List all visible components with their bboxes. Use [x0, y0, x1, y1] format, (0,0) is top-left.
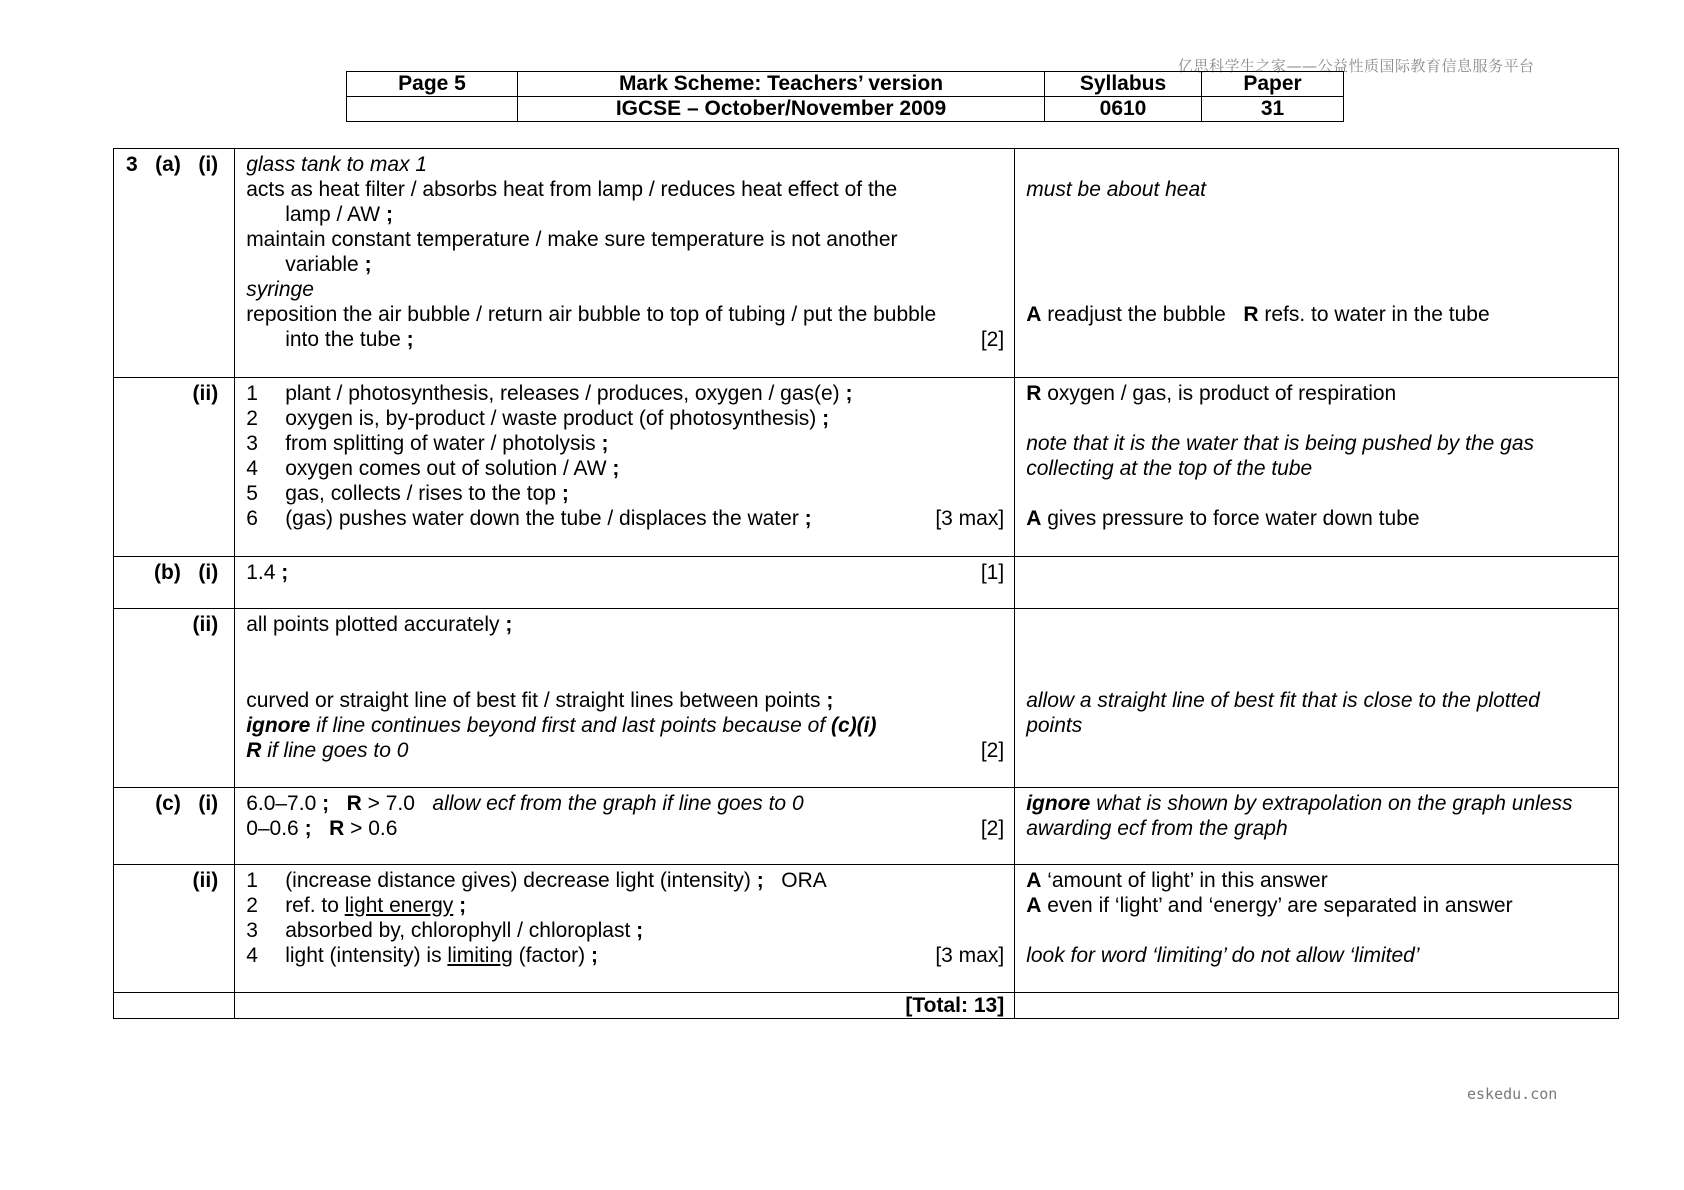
- answer-line: into the tube: [285, 328, 401, 351]
- semicolon: ;: [281, 561, 289, 584]
- question-label-cell: [114, 609, 235, 788]
- question-label-cell: [114, 788, 235, 865]
- answer-line: > 0.6: [344, 817, 398, 840]
- guidance-text: allow a straight line of best fit that is close to the plotted: [1026, 689, 1540, 712]
- semicolon: ;: [845, 382, 853, 405]
- table-row: [114, 149, 1619, 378]
- table-row: [114, 865, 1619, 993]
- guidance-cell: [1015, 865, 1619, 993]
- answer-cell: [235, 788, 1015, 865]
- reject-marker: R: [346, 792, 362, 815]
- accept-marker: A: [1026, 894, 1042, 917]
- guidance-cell: [1015, 609, 1619, 788]
- semicolon: ;: [322, 792, 330, 815]
- accept-marker: A: [1026, 303, 1042, 326]
- list-item: absorbed by, chlorophyll / chloroplast: [285, 919, 631, 942]
- marks: [3 max]: [935, 944, 1005, 967]
- semicolon: ;: [385, 203, 393, 226]
- item-number: 3: [246, 432, 258, 455]
- item-number: 2: [246, 407, 258, 430]
- answer-line: 0–0.6: [246, 817, 305, 840]
- question-label: (c) (i): [155, 792, 219, 815]
- question-label-cell: [114, 993, 235, 1019]
- answer-line: variable: [285, 253, 359, 276]
- table-row: [114, 788, 1619, 865]
- total-marks: [Total: 13]: [905, 994, 1005, 1017]
- item-number: 6: [246, 507, 258, 530]
- watermark-top: 亿思科学生之家——公益性质国际教育信息服务平台: [1178, 57, 1535, 75]
- guidance-text: collecting at the top of the tube: [1026, 457, 1313, 480]
- semicolon: ;: [804, 507, 812, 530]
- underlined-term: light energy: [344, 894, 454, 917]
- list-item: light (intensity) is: [285, 944, 448, 967]
- answer-line: 6.0–7.0: [246, 792, 323, 815]
- accept-marker: A: [1026, 869, 1042, 892]
- semicolon: ;: [601, 432, 609, 455]
- list-item: gas, collects / rises to the top: [285, 482, 556, 505]
- accept-marker: A: [1026, 507, 1042, 530]
- syllabus-code: 0610: [1045, 97, 1202, 122]
- watermark-bottom: eskedu.con: [1467, 1085, 1558, 1103]
- table-row: [114, 993, 1619, 1019]
- semicolon: ;: [756, 869, 764, 892]
- guidance-cell: [1015, 378, 1619, 557]
- guidance-text: readjust the bubble: [1041, 303, 1226, 326]
- paper-number: 31: [1202, 97, 1344, 122]
- reject-marker: R: [246, 739, 262, 762]
- answer-line: maintain constant temperature / make sure temperature is not another: [246, 228, 898, 251]
- item-number: 4: [246, 944, 258, 967]
- semicolon: ;: [561, 482, 569, 505]
- answer-cell: [235, 557, 1015, 609]
- ignore-marker: ignore: [246, 714, 311, 737]
- semicolon: ;: [612, 457, 620, 480]
- item-number: 1: [246, 382, 258, 405]
- question-label: (b) (i): [154, 561, 219, 584]
- answer-cell: [235, 149, 1015, 378]
- table-row: [114, 557, 1619, 609]
- semicolon: ;: [364, 253, 372, 276]
- answer-cell: [235, 865, 1015, 993]
- item-number: 1: [246, 869, 258, 892]
- answer-line: if line goes to 0: [261, 739, 409, 762]
- item-number: 3: [246, 919, 258, 942]
- question-label: (ii): [192, 869, 219, 892]
- item-number: 4: [246, 457, 258, 480]
- guidance-text: what is shown by extrapolation on the graph unless: [1090, 792, 1573, 815]
- syringe-heading: syringe: [246, 278, 314, 301]
- question-label: (ii): [192, 382, 219, 405]
- answer-line: curved or straight line of best fit / straight lines between points: [246, 689, 821, 712]
- cross-reference: (c)(i): [831, 714, 877, 737]
- list-item: ref. to: [285, 894, 345, 917]
- item-number: 2: [246, 894, 258, 917]
- guidance-text: oxygen / gas, is product of respiration: [1041, 382, 1397, 405]
- semicolon: ;: [505, 613, 513, 636]
- semicolon: ;: [822, 407, 830, 430]
- answer-line: all points plotted accurately: [246, 613, 500, 636]
- list-item: (increase distance gives) decrease light (intensity): [285, 869, 751, 892]
- question-label: (ii): [192, 613, 219, 636]
- answer-line: acts as heat filter / absorbs heat from lamp / reduces heat effect of the: [246, 178, 898, 201]
- guidance-text: ‘amount of light’ in this answer: [1041, 869, 1328, 892]
- answer-cell: [235, 609, 1015, 788]
- guidance-cell: [1015, 993, 1619, 1019]
- marks: [1]: [980, 561, 1005, 584]
- guidance-cell: [1015, 149, 1619, 378]
- underlined-term: limiting: [447, 944, 513, 967]
- reject-marker: R: [329, 817, 345, 840]
- semicolon: ;: [590, 944, 598, 967]
- list-item: from splitting of water / photolysis: [285, 432, 596, 455]
- paper-label: Paper: [1202, 72, 1344, 97]
- list-item: oxygen comes out of solution / AW: [285, 457, 607, 480]
- answer-line: if line continues beyond first and last points because of: [310, 714, 832, 737]
- marks: [2]: [980, 817, 1005, 840]
- table-row: [114, 609, 1619, 788]
- ignore-marker: ignore: [1026, 792, 1091, 815]
- question-label-cell: [114, 378, 235, 557]
- guidance-text: even if ‘light’ and ‘energy’ are separated in answer: [1041, 894, 1513, 917]
- guidance-text: note that it is the water that is being pushed by the gas: [1026, 432, 1535, 455]
- semicolon: ;: [459, 894, 467, 917]
- list-item: oxygen is, by-product / waste product (of photosynthesis): [285, 407, 817, 430]
- syllabus-label: Syllabus: [1045, 72, 1202, 97]
- question-label: 3 (a) (i): [126, 153, 219, 176]
- page-header-table: [346, 71, 1344, 122]
- table-row: [114, 378, 1619, 557]
- page-number: Page 5: [347, 72, 518, 97]
- reject-marker: R: [1026, 382, 1042, 405]
- guidance-text: look for word ‘limiting’ do not allow ‘limited’: [1026, 944, 1420, 967]
- answer-line: > 7.0: [361, 792, 433, 815]
- answer-cell: [235, 378, 1015, 557]
- list-item: (gas) pushes water down the tube / displaces the water: [285, 507, 799, 530]
- semicolon: ;: [304, 817, 312, 840]
- marks: [3 max]: [935, 507, 1005, 530]
- answer-value: 1.4: [246, 561, 276, 584]
- glass-tank-heading: glass tank to max 1: [246, 153, 428, 176]
- exam-session: IGCSE – October/November 2009: [518, 97, 1045, 122]
- answer-line: reposition the air bubble / return air bubble to top of tubing / put the bubble: [246, 303, 937, 326]
- guidance-cell: [1015, 788, 1619, 865]
- total-cell: [235, 993, 1015, 1019]
- item-number: 5: [246, 482, 258, 505]
- reject-marker: R: [1243, 303, 1259, 326]
- guidance-text: must be about heat: [1026, 178, 1206, 201]
- semicolon: ;: [406, 328, 414, 351]
- question-label-cell: [114, 557, 235, 609]
- guidance-text: points: [1026, 714, 1083, 737]
- semicolon: ;: [636, 919, 644, 942]
- question-label-cell: [114, 149, 235, 378]
- list-item: (factor): [512, 944, 586, 967]
- mark-scheme-table: [113, 148, 1619, 1019]
- guidance-cell: [1015, 557, 1619, 609]
- guidance-text: refs. to water in the tube: [1258, 303, 1490, 326]
- marks: [2]: [980, 328, 1005, 351]
- ora-marker: ORA: [781, 869, 827, 892]
- answer-note: allow ecf from the graph if line goes to 0: [432, 792, 804, 815]
- marks: [2]: [980, 739, 1005, 762]
- list-item: plant / photosynthesis, releases / produces, oxygen / gas(e): [285, 382, 840, 405]
- guidance-text: gives pressure to force water down tube: [1041, 507, 1420, 530]
- answer-line: lamp / AW: [285, 203, 381, 226]
- question-label-cell: [114, 865, 235, 993]
- header-title: Mark Scheme: Teachers’ version: [518, 72, 1045, 97]
- guidance-text: awarding ecf from the graph: [1026, 817, 1288, 840]
- semicolon: ;: [826, 689, 834, 712]
- header-blank: [347, 97, 518, 122]
